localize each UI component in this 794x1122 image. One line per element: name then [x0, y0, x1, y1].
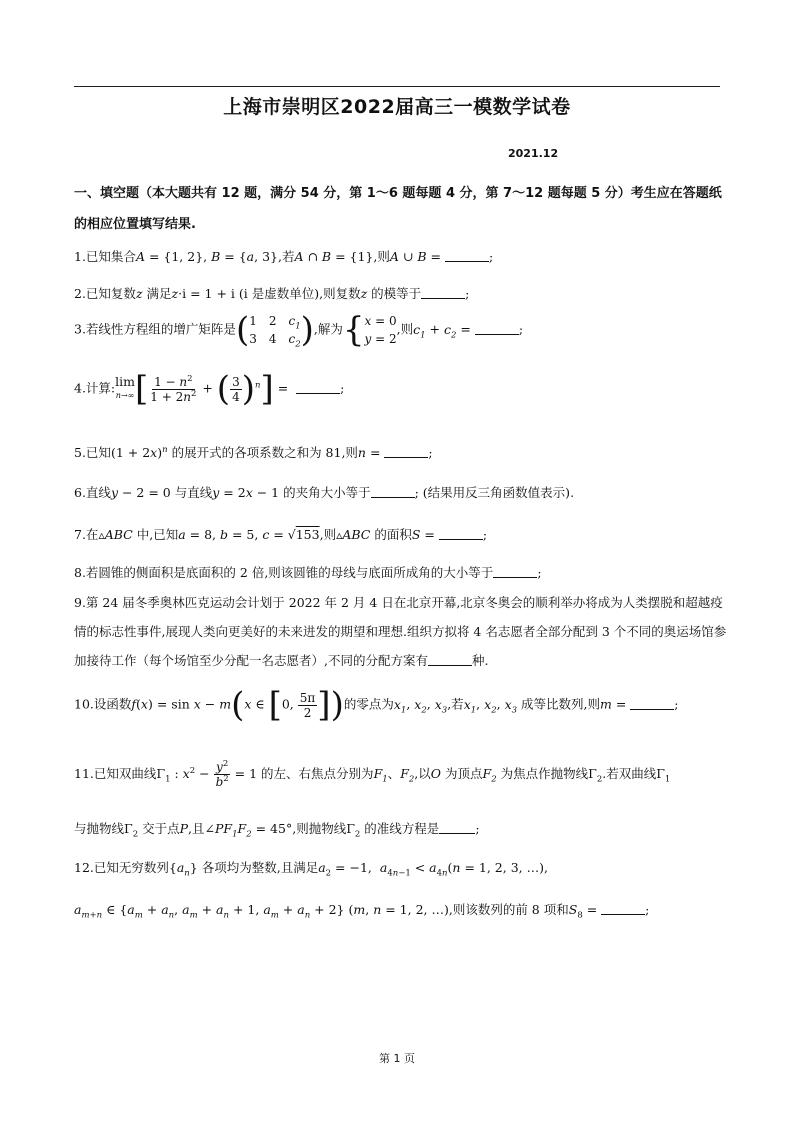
question-6: 6.直线y − 2 = 0 与直线y = 2x − 1 的夹角大小等于 ; (结果用反三角函数值表示). — [74, 485, 575, 500]
question-7: 7.在▵ABC 中,已知a = 8, b = 5, c = √153,则▵ABC 的面积S = ; — [74, 527, 488, 542]
question-3: 3.若线性方程组的增广矩阵是( 1 2 $c_1$ 3 4 $c_2$ ),解为{ x = 0 y = 2 ,则$c_1 + c_2$ = ; — [74, 310, 524, 350]
question-8: 8.若圆锥的侧面积是底面积的 2 倍,则该圆锥的母线与底面所成角的大小等于 ; — [74, 565, 542, 580]
page-number: 第 1 页 — [379, 1052, 415, 1065]
answer-blank — [296, 381, 340, 394]
answer-blank — [371, 485, 415, 498]
top-rule — [74, 86, 720, 87]
augmented-matrix: 1 2 $c_1$ 3 4 $c_2$ — [249, 314, 301, 350]
answer-blank — [601, 902, 645, 915]
answer-blank — [428, 653, 472, 666]
question-1: 1.已知集合A = {1, 2}, B = {a, 3},若A ∩ B = {1},则A ∪ B = ; — [74, 249, 494, 264]
page-title: 上海市崇明区2022届高三一模数学试卷 — [223, 96, 571, 118]
answer-blank — [421, 286, 465, 299]
answer-blank — [439, 527, 483, 540]
question-2: 2.已知复数z 满足z·i = 1 + i (i 是虚数单位),则复数z 的模等于 ; — [74, 286, 470, 301]
answer-blank — [493, 565, 537, 578]
answer-blank — [439, 821, 475, 834]
answer-blank — [630, 697, 674, 710]
question-10: 10.设函数f(x) = sin x − m(x ∈ [0, $\frac{5\pi}{2}$ ])的零点为$x_1$, $x_2$, $x_3$,若$x_1$, $x_2$, $x_3$ 成等比数列,则m = ; — [74, 685, 679, 725]
answer-blank — [475, 322, 519, 335]
question-12-line-1: 12.已知无穷数列$\{a_n\}$ 各项均为整数,且满足$a_2 = -1$, $a_{4n-1} < a_{4n}(n = 1$, 2, 3, …), — [74, 860, 548, 879]
question-12-line-2: $a_{m+n}$ ∈ {$a_m + a_n$, $a_m + a_n + 1$, $a_m + a_n + 2$} (m, n = 1, 2, …),则该数列的前 8 项和$S_8$ = ; — [74, 902, 650, 921]
answer-blank — [445, 249, 489, 262]
question-5: 5.已知$(1 + 2x)^n$ 的展开式的各项系数之和为 81,则n = ; — [74, 444, 433, 460]
question-11-line-2: 与抛物线$\Gamma_2$ 交于点P,且$\angle PF_1F_2 = 45^\circ$,则抛物线$\Gamma_2$ 的准线方程是 ; — [74, 821, 480, 840]
question-9: 9.第 24 届冬季奥林匹克运动会计划于 2022 年 2 月 4 日在北京开幕,北京冬奥会的顺利举办将成为人类摆脱和超越疫情的标志性事件,展现人类向更美好的未来进发的期望和理想.组织方拟将 4 名志愿者全部分配到 3 个不同的奥运场馆参加接待工作（每个场馆至少分配一名志愿者）,不同的分配方案有 种. — [74, 595, 727, 668]
question-4: 4.计算: lim n→∞ [ $\frac{1 - n^2}{1 + 2n^2}$ + ( $\frac{3}{4}$ )$^n$] = ; — [74, 369, 345, 409]
question-11-line-1: 11.已知双曲线$\Gamma_1$ : $x^2$ − $\frac{y^2}{b^2}$ = 1 的左、右焦点分别为$F_1$、$F_2$,以O 为顶点$F_2$ 为焦点作抛物线$\Gamma_2$.若双曲线$\Gamma_1$ — [74, 759, 671, 789]
answer-blank — [384, 445, 428, 458]
solution-system: x = 0 y = 2 — [364, 314, 397, 346]
section-heading: 一、填空题（本大题共有 12 题，满分 54 分，第 1～6 题每题 4 分，第 7～12 题每题 5 分）考生应在答题纸的相应位置填写结果. — [74, 186, 722, 232]
exam-date: 2021.12 — [508, 147, 559, 160]
